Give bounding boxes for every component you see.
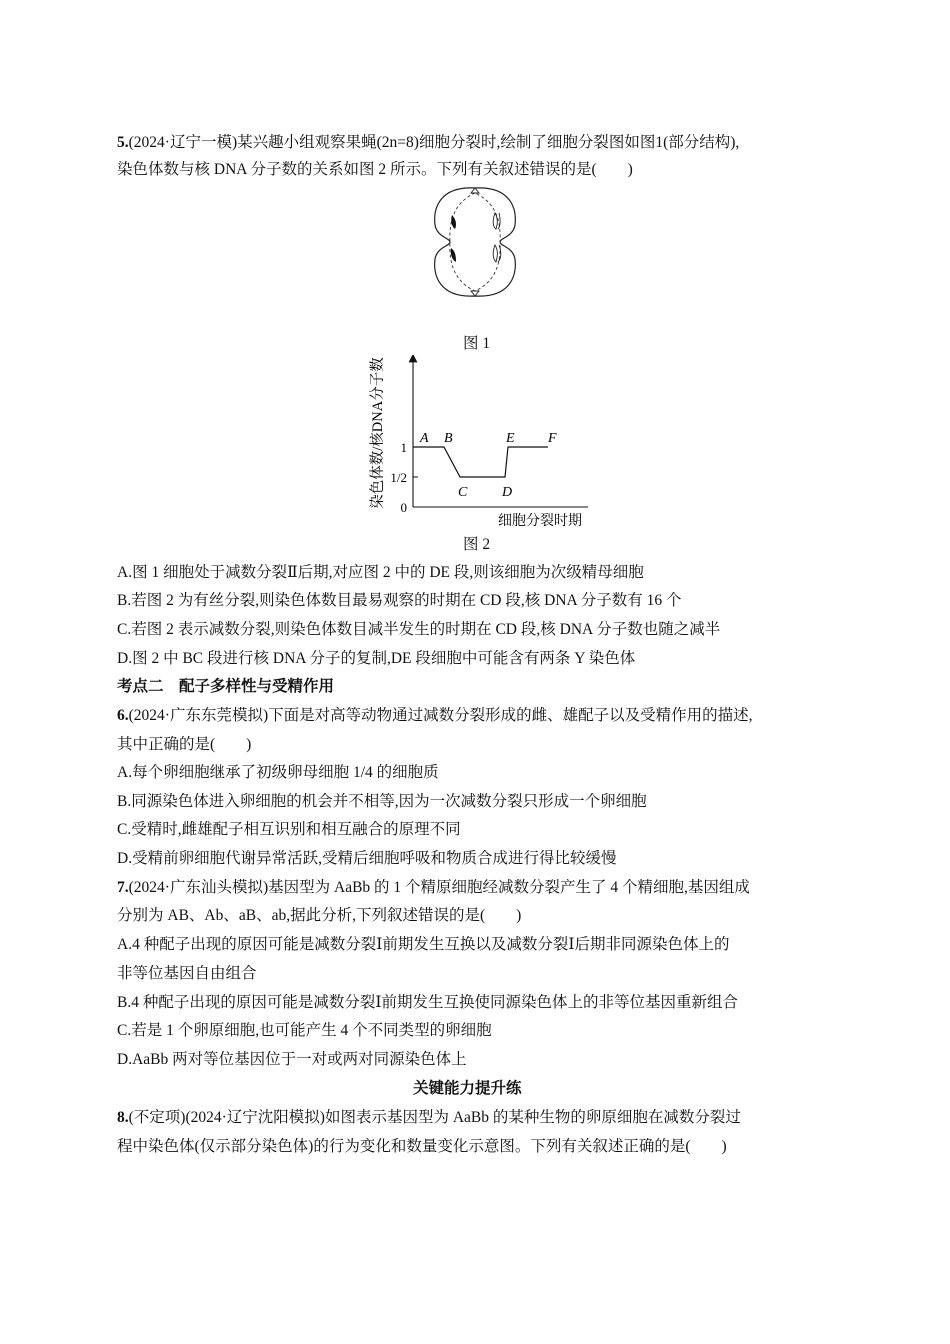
- q8-stem-line2: 程中染色体(仅示部分染色体)的行为变化和数量变化示意图。下列有关叙述正确的是( ): [117, 1138, 727, 1155]
- q6-source: (2024·广东东莞模拟): [128, 707, 269, 724]
- point-label-F: F: [548, 431, 557, 446]
- q6-number: 6.: [117, 707, 129, 724]
- q7-number: 7.: [117, 879, 129, 896]
- series-line: [413, 447, 548, 477]
- q7-option-c: C.若是 1 个卵原细胞,也可能产生 4 个不同类型的卵细胞: [117, 1022, 492, 1039]
- q7-source: (2024·广东汕头模拟): [128, 879, 269, 896]
- q8-number: 8.: [117, 1109, 129, 1126]
- q6-option-c: C.受精时,雌雄配子相互识别和相互融合的原理不同: [117, 821, 461, 838]
- q7-stem-line2: 分别为 AB、Ab、aB、ab,据此分析,下列叙述错误的是( ): [117, 907, 522, 924]
- figure-2-chart: [360, 355, 600, 535]
- q7-option-a-line1: A.4 种配子出现的原因可能是减数分裂Ⅰ前期发生互换以及减数分裂Ⅰ后期非同源染色体上的: [117, 936, 730, 953]
- section-2-title: 考点二 配子多样性与受精作用: [117, 678, 335, 695]
- q5-number: 5.: [117, 134, 129, 151]
- q7-option-b: B.4 种配子出现的原因可能是减数分裂Ⅰ前期发生互换使同源染色体上的非等位基因重新组合: [117, 994, 738, 1011]
- q5-source: (2024·辽宁一模): [128, 134, 238, 151]
- figure-1-cell-diagram: [425, 183, 525, 301]
- point-label-D: D: [502, 485, 513, 500]
- figure-2-caption: 图 2: [463, 536, 491, 553]
- q5-stem-line1: [117, 133, 739, 153]
- q7-stem-line1: [117, 878, 750, 898]
- q7-stem-text1: 基因型为 AaBb 的 1 个精原细胞经减数分裂产生了 4 个精细胞,基因组成: [268, 879, 750, 896]
- section-3-title: 关键能力提升练: [413, 1080, 522, 1097]
- q5-stem-line2: 染色体数与核 DNA 分子数的关系如图 2 所示。下列有关叙述错误的是( ): [117, 161, 633, 178]
- q6-option-d: D.受精前卵细胞代谢异常活跃,受精后细胞呼吸和物质合成进行得比较缓慢: [117, 850, 617, 867]
- q7-option-d: D.AaBb 两对等位基因位于一对或两对同源染色体上: [117, 1051, 467, 1068]
- q6-stem-text1: 下面是对高等动物通过减数分裂形成的雌、雄配子以及受精作用的描述,: [268, 707, 753, 724]
- q5-option-d: D.图 2 中 BC 段进行核 DNA 分子的复制,DE 段细胞中可能含有两条 Y 染色体: [117, 650, 636, 667]
- q5-option-b: B.若图 2 为有丝分裂,则染色体数目最易观察的时期在 CD 段,核 DNA 分子数有 16 个: [117, 592, 682, 609]
- q8-source: (不定项)(2024·辽宁沈阳模拟): [128, 1109, 325, 1126]
- q8-stem-line1: [117, 1108, 741, 1128]
- point-label-E: E: [506, 431, 515, 446]
- y-tick-label: 0: [400, 500, 407, 515]
- figure-1-caption: 图 1: [463, 335, 491, 352]
- q7-option-a-line2: 非等位基因自由组合: [117, 965, 257, 982]
- point-label-B: B: [444, 431, 453, 446]
- x-axis-label: 细胞分裂时期: [498, 514, 582, 529]
- q6-option-a: A.每个卵细胞继承了初级卵母细胞 1/4 的细胞质: [117, 764, 439, 781]
- q5-stem-text1: 某兴趣小组观察果蝇(2n=8)细胞分裂时,绘制了细胞分裂图如图1(部分结构),: [237, 134, 740, 151]
- y-tick-label: 1: [400, 440, 407, 455]
- y-axis-label: 染色体数/核DNA分子数: [370, 357, 386, 509]
- q5-option-a: A.图 1 细胞处于减数分裂Ⅱ后期,对应图 2 中的 DE 段,则该细胞为次级精母细胞: [117, 564, 644, 581]
- q6-option-b: B.同源染色体进入卵细胞的机会并不相等,因为一次减数分裂只形成一个卵细胞: [117, 793, 647, 810]
- q6-stem-line1: [117, 706, 753, 726]
- point-label-A: A: [420, 431, 429, 446]
- q5-option-c: C.若图 2 表示减数分裂,则染色体数目减半发生的时期在 CD 段,核 DNA 分子数也随之减半: [117, 621, 721, 638]
- y-tick-label: 1/2: [390, 470, 407, 485]
- q6-stem-line2: 其中正确的是( ): [117, 736, 252, 753]
- point-label-C: C: [458, 485, 468, 500]
- q8-stem-text1: 如图表示基因型为 AaBb 的某种生物的卵原细胞在减数分裂过: [324, 1109, 741, 1126]
